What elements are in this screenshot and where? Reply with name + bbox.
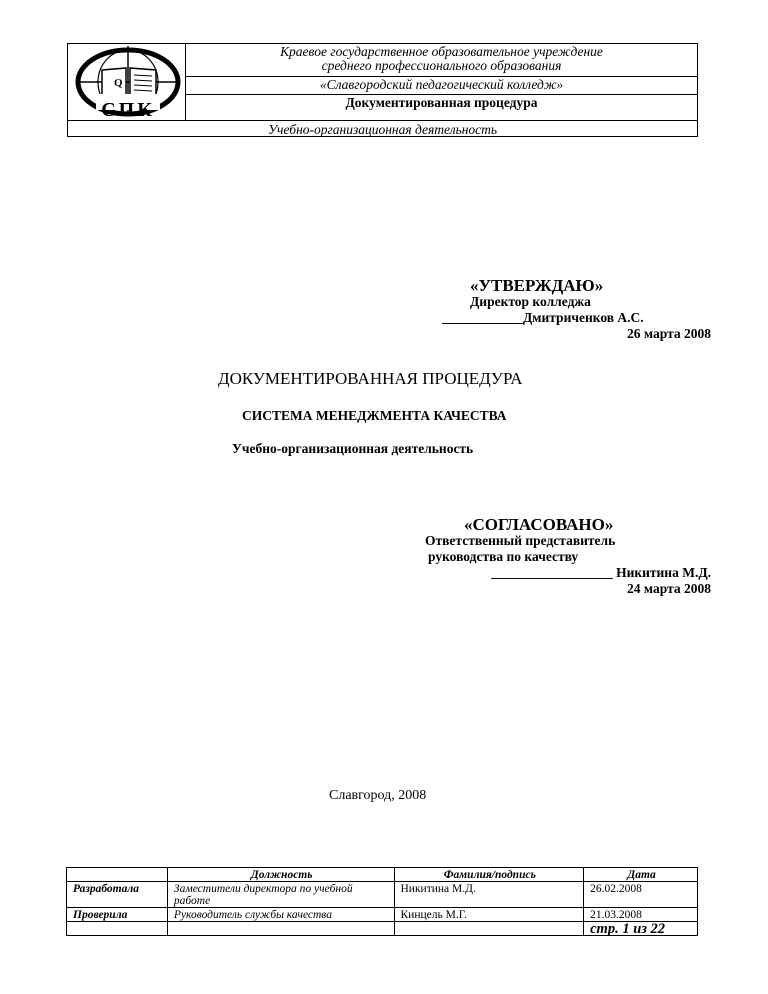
agreed-title: «СОГЛАСОВАНО» — [464, 515, 614, 534]
svg-text:Q: Q — [114, 77, 123, 89]
approve-date: 26 марта 2008 — [627, 326, 711, 341]
table-footer-row — [67, 922, 698, 936]
table-header-cell: Фамилия/подпись — [394, 868, 584, 882]
header-table — [67, 43, 698, 137]
table-header-cell: Дата — [584, 868, 698, 882]
header-divider — [68, 120, 697, 121]
row-date: 21.03.2008 — [584, 908, 698, 922]
agreed-date: 24 марта 2008 — [627, 581, 711, 596]
row-position: Заместители директора по учебной работе — [167, 882, 394, 908]
table-header-row — [67, 868, 698, 882]
table-row — [67, 908, 698, 922]
header-org-line-1: Краевое государственное образовательное учреждение — [280, 44, 603, 59]
header-org-line-2: среднего профессионального образования — [321, 58, 562, 73]
header-doc-type: Документированная процедура — [345, 95, 538, 110]
signature-table — [66, 867, 698, 936]
approve-signature-line: ____________Дмитриченков А.С. — [442, 310, 644, 325]
quality-system-title: СИСТЕМА МЕНЕДЖМЕНТА КАЧЕСТВА — [242, 408, 507, 423]
main-title: ДОКУМЕНТИРОВАННАЯ ПРОЦЕДУРА — [218, 369, 523, 388]
college-logo-icon — [68, 44, 186, 121]
header-activity: Учебно-организационная деятельность — [267, 122, 498, 137]
row-position: Руководитель службы качества — [167, 908, 394, 922]
agreed-position-line-1: Ответственный представитель — [425, 533, 616, 548]
agreed-signature-line: __________________ Никитина М.Д. — [491, 565, 711, 580]
svg-text:СПК: СПК — [101, 99, 155, 121]
place-year: Славгород, 2008 — [329, 788, 427, 803]
row-date: 26.02.2008 — [584, 882, 698, 908]
row-label: Проверила — [67, 908, 168, 922]
page-counter: стр. 1 из 22 — [584, 922, 698, 936]
header-college-name: «Славгородский педагогический колледж» — [319, 77, 564, 92]
table-header-cell: Должность — [167, 868, 394, 882]
logo-cell — [68, 44, 186, 121]
main-activity: Учебно-организационная деятельность — [232, 441, 474, 456]
row-label: Разработала — [67, 882, 168, 908]
empty-cell — [167, 922, 394, 936]
empty-cell — [394, 922, 584, 936]
approve-position: Директор колледжа — [470, 294, 591, 309]
agreed-position-line-2: руководства по качеству — [428, 549, 579, 564]
approve-title: «УТВЕРЖДАЮ» — [470, 276, 604, 295]
row-name: Кинцель М.Г. — [394, 908, 584, 922]
row-name: Никитина М.Д. — [394, 882, 584, 908]
table-header-cell — [67, 868, 168, 882]
empty-cell — [67, 922, 168, 936]
table-row — [67, 882, 698, 908]
